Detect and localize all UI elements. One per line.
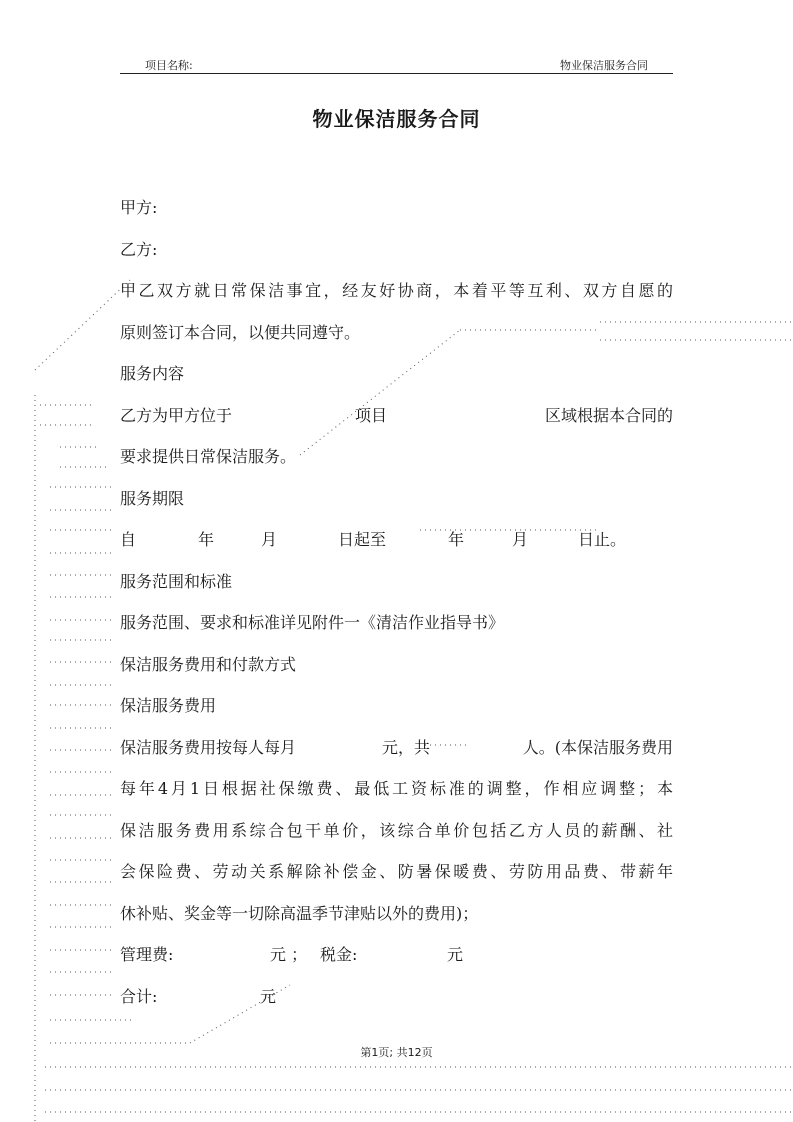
service-project-label: 项目 — [355, 405, 388, 425]
service-content-heading: 服务内容 — [120, 364, 185, 383]
service-content-line-2: 要求提供日常保洁服务。 — [120, 447, 297, 466]
fee-person-count-label: 人。(本保洁服务费用 — [522, 737, 673, 757]
party-b-line: 乙方: — [120, 239, 158, 259]
period-month-end: 月 — [512, 530, 529, 549]
party-a-line: 甲方: — [120, 198, 158, 217]
period-day-end: 日止。 — [578, 530, 627, 549]
tax-unit: 元 — [447, 945, 464, 964]
service-area-label: 区域根据本合同的 — [544, 405, 673, 425]
fee-per-person-label: 保洁服务费用按每人每月 — [120, 737, 297, 757]
fees-heading: 保洁服务费用和付款方式 — [120, 654, 297, 674]
total-unit: 元 — [260, 986, 277, 1006]
fees-line-2: 每年4月1日根据社保缴费、最低工资标准的调整，作相应调整；本 — [120, 779, 673, 798]
management-fee-label: 管理费: — [120, 945, 174, 964]
total-line — [120, 976, 673, 1018]
period-month-start: 月 — [261, 530, 278, 549]
contract-body — [120, 187, 673, 1017]
header-document-name: 物业保洁服务合同 — [560, 59, 648, 72]
scope-text: 服务范围、要求和标准详见附件一《清洁作业指导书》 — [120, 613, 505, 632]
fees-line-1 — [120, 727, 673, 769]
service-content-line-1 — [120, 395, 673, 437]
period-year-start: 年 — [198, 530, 215, 549]
tax-label: 税金: — [320, 945, 358, 964]
service-period-heading: 服务期限 — [120, 488, 185, 508]
fee-unit-total-label: 元，共 — [382, 737, 431, 757]
management-tax-line — [120, 934, 673, 976]
period-year-end: 年 — [448, 530, 465, 549]
total-label: 合计: — [120, 986, 158, 1006]
page-footer: 第1页; 共12页 — [360, 1046, 433, 1059]
service-period-dates — [120, 519, 673, 561]
fees-line-3: 保洁服务费用系综合包干单价，该综合单价包括乙方人员的薪酬、社 — [120, 820, 673, 840]
fees-subheading: 保洁服务费用 — [120, 696, 217, 715]
intro-line-2: 原则签订本合同，以便共同遵守。 — [120, 322, 361, 342]
header-project-label: 项目名称: — [145, 59, 193, 72]
fees-line-5: 休补贴、奖金等一切除高温季节津贴以外的费用)； — [120, 903, 479, 923]
fees-line-4: 会保险费、劳动关系解除补偿金、防暑保暖费、劳防用品费、带薪年 — [120, 862, 673, 881]
scope-heading: 服务范围和标准 — [120, 571, 233, 591]
document-title: 物业保洁服务合同 — [312, 107, 481, 131]
period-from: 自 — [120, 530, 137, 549]
period-day-to: 日起至 — [338, 530, 387, 549]
service-location-prefix: 乙方为甲方位于 — [120, 405, 233, 425]
page-header — [120, 56, 673, 74]
management-fee-unit: 元 ； — [270, 945, 308, 964]
intro-line-1: 甲乙双方就日常保洁事宜，经友好协商，本着平等互利、双方自愿的 — [120, 281, 673, 300]
